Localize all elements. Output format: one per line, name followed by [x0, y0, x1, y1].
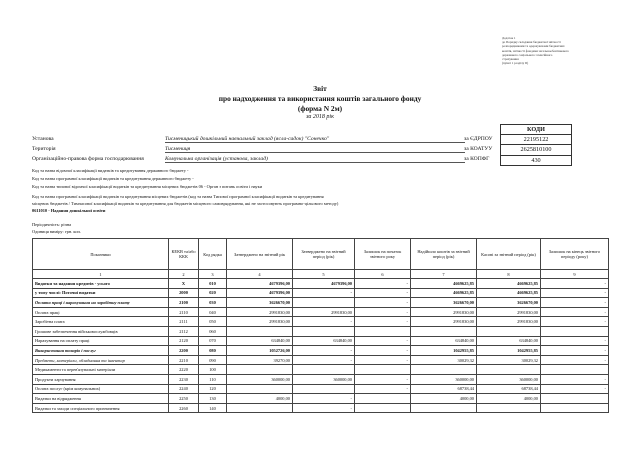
col-header: Показники [33, 239, 169, 270]
field-label-org-form: Організаційно-правова форма господарювання [32, 156, 144, 162]
row-code: 090 [199, 355, 227, 365]
row-value: - [541, 298, 609, 308]
row-value: - [355, 307, 411, 317]
note-line: коштів, звітності фондами загальнообов'язкового [502, 48, 569, 53]
codes-header: КОДИ [501, 125, 571, 135]
code-kopfg: 430 [531, 156, 541, 164]
row-value: 4679396,00 [293, 279, 355, 289]
form-reference-note [502, 36, 624, 65]
row-value: - [541, 346, 609, 356]
row-value [411, 326, 477, 336]
row-value [227, 403, 293, 413]
row-indicator: Медикаменти та перев'язувальні матеріали [33, 365, 169, 375]
col-header: Залишок на кінець звітного періоду (року) [541, 239, 609, 270]
table-row [33, 365, 609, 375]
row-value: - [355, 384, 411, 394]
code-koatuu: 2625810100 [501, 145, 571, 155]
row-value: 30029,32 [477, 355, 541, 365]
col-number: 7 [411, 270, 477, 279]
unit-of-measure: Одиниця виміру: грн. коп. [32, 229, 81, 234]
classification-line: місцевих бюджетів / Тимчасової класифікації видатків та кредитування для бюджетів місцевого самоврядування, які не застосовують програмно-цільового методу) [32, 201, 339, 206]
col-header: Код рядка [199, 239, 227, 270]
row-value: 3626670,00 [227, 298, 293, 308]
row-code: 120 [199, 384, 227, 394]
codes-box [500, 124, 572, 166]
field-label-institution: Установа [32, 136, 54, 142]
row-value [411, 365, 477, 375]
code-label-kopfg: за КОПФГ [464, 156, 490, 162]
row-value: - [355, 288, 411, 298]
program-code-line: 0611010 - Надання дошкільної освіти [32, 208, 106, 213]
row-indicator: Оплата послуг (крім комунальних) [33, 384, 169, 394]
code-label-koatuu: за КОАТУУ [464, 146, 493, 152]
row-indicator: Заробітна плата [33, 317, 169, 327]
row-code: 140 [199, 403, 227, 413]
row-value: - [293, 403, 355, 413]
row-indicator: у тому числі: Поточні видатки [33, 288, 169, 298]
col-header: Касові за звітний період (рік) [477, 239, 541, 270]
row-indicator: Предмети, матеріали, обладнання та інвентар [33, 355, 169, 365]
row-code: 020 [199, 288, 227, 298]
report-subtitle: про надходження та використання коштів загального фонду [218, 94, 422, 103]
row-value: 2991830,00 [477, 307, 541, 317]
row-value [293, 298, 355, 308]
table-row [33, 336, 609, 346]
row-value [227, 326, 293, 336]
col-header: КЕКВ та/або ККК [169, 239, 199, 270]
row-code: 060 [199, 326, 227, 336]
table-row [33, 317, 609, 327]
row-kekv: 2230 [169, 374, 199, 384]
col-header: Залишок на початок звітного року [355, 239, 411, 270]
field-value-territory: Тисмениця [165, 146, 465, 153]
col-number: 3 [199, 270, 227, 279]
row-indicator: Нарахування на оплату праці [33, 336, 169, 346]
row-code: 050 [199, 317, 227, 327]
row-indicator: Видатки та надання кредитів - усього [33, 279, 169, 289]
row-value [477, 365, 541, 375]
row-code: 010 [199, 279, 227, 289]
row-value: 634840,00 [477, 336, 541, 346]
row-value: 4669625,85 [411, 288, 477, 298]
row-kekv: 2200 [169, 346, 199, 356]
classification-line: Код та назва типової відомчої класифікації видатків та кредитування місцевих бюджетів 06 - Орган з питань освіти і науки [32, 184, 263, 189]
row-value: 68738,44 [411, 384, 477, 394]
row-value [293, 326, 355, 336]
row-value: 30029,32 [411, 355, 477, 365]
report-year: за 2018 рік [306, 114, 334, 120]
row-value [355, 394, 411, 404]
report-table [32, 238, 609, 413]
row-kekv: 2120 [169, 336, 199, 346]
row-value: 4000,00 [227, 394, 293, 404]
table-row [33, 403, 609, 413]
row-value: - [541, 307, 609, 317]
table-row [33, 279, 609, 289]
row-value: 4669625,85 [477, 279, 541, 289]
col-number: 4 [227, 270, 293, 279]
row-kekv: X [169, 279, 199, 289]
row-value: - [541, 288, 609, 298]
row-code: 030 [199, 298, 227, 308]
row-value [293, 365, 355, 375]
col-number: 2 [169, 270, 199, 279]
row-value [477, 403, 541, 413]
row-value: 1042955,85 [477, 346, 541, 356]
row-value [355, 403, 411, 413]
row-value: - [541, 355, 609, 365]
note-line: державного соціального і пенсійного [502, 52, 553, 57]
col-number: 5 [293, 270, 355, 279]
column-number-row [33, 270, 609, 279]
row-value: - [355, 279, 411, 289]
row-value: 634840,00 [227, 336, 293, 346]
row-kekv: 2240 [169, 384, 199, 394]
note-line: (пункт 1 розділу II) [502, 61, 529, 66]
row-value: 360000,00 [293, 374, 355, 384]
row-value [227, 384, 293, 394]
row-value: - [355, 355, 411, 365]
row-value: 4679396,00 [227, 288, 293, 298]
row-indicator: Видатки та заходи спеціального призначення [33, 403, 169, 413]
row-value [355, 326, 411, 336]
row-value: 1042955,85 [411, 346, 477, 356]
row-value [227, 365, 293, 375]
table-row [33, 288, 609, 298]
row-indicator: Продукти харчування [33, 374, 169, 384]
note-line: страхування [502, 57, 519, 62]
note-line: до Порядку складання бюджетної звітності [502, 40, 561, 45]
note-line: розпорядниками та одержувачами бюджетних [502, 44, 565, 49]
col-number: 9 [541, 270, 609, 279]
row-kekv: 2111 [169, 317, 199, 327]
col-number: 8 [477, 270, 541, 279]
row-kekv: 2112 [169, 326, 199, 336]
row-value: - [541, 317, 609, 327]
col-header: Затверджено на звітний період (рік) [293, 239, 355, 270]
row-value: - [355, 346, 411, 356]
row-value [355, 365, 411, 375]
row-value: - [355, 298, 411, 308]
classification-line: Код та назва відомчої класифікації видатків та кредитування державного бюджету - [32, 168, 189, 173]
row-value: 360000,00 [477, 374, 541, 384]
table-row [33, 384, 609, 394]
col-number: 1 [33, 270, 169, 279]
row-value: 360000,00 [411, 374, 477, 384]
row-value: 4679396,00 [227, 279, 293, 289]
table-row [33, 374, 609, 384]
table-row [33, 307, 609, 317]
row-value: 2991830,00 [477, 317, 541, 327]
row-value: 2991830,00 [227, 307, 293, 317]
row-indicator: Грошове забезпечення військовослужбовців [33, 326, 169, 336]
row-code: 110 [199, 374, 227, 384]
classification-line: Код та назва програмної класифікації видатків та кредитування державного бюджету - [32, 176, 194, 181]
table-row [33, 346, 609, 356]
table-row [33, 355, 609, 365]
table-row [33, 298, 609, 308]
row-value: 2991830,00 [227, 317, 293, 327]
row-value: 3626670,00 [477, 298, 541, 308]
row-value: - [293, 288, 355, 298]
field-label-territory: Територія [32, 146, 56, 152]
row-value [411, 403, 477, 413]
row-kekv: 2210 [169, 355, 199, 365]
row-value: - [293, 346, 355, 356]
report-form: (форма N 2м) [297, 104, 343, 113]
row-indicator: Видатки на відрядження [33, 394, 169, 404]
row-value: 4000,00 [411, 394, 477, 404]
row-code: 080 [199, 346, 227, 356]
row-indicator: Оплата праці і нарахування на заробітну плату [33, 298, 169, 308]
table-row [33, 394, 609, 404]
col-header: Надійшло коштів за звітний період (рік) [411, 239, 477, 270]
row-value: 68738,44 [477, 384, 541, 394]
row-value: - [541, 374, 609, 384]
col-header: Затверджено на звітний рік [227, 239, 293, 270]
row-code: 130 [199, 394, 227, 404]
note-line: Додаток 1 [502, 36, 516, 40]
row-value: 634840,00 [293, 336, 355, 346]
row-value: - [541, 336, 609, 346]
row-value: 39270,00 [227, 355, 293, 365]
row-value: 2991830,00 [411, 307, 477, 317]
row-value: 1052726,00 [227, 346, 293, 356]
col-number: 6 [355, 270, 411, 279]
code-label-edrpou: за ЄДРПОУ [464, 136, 493, 142]
row-value [541, 326, 609, 336]
row-indicator: Використання товарів і послуг [33, 346, 169, 356]
classification-line: Код та назва програмної класифікації видатків та кредитування місцевих бюджетів (код та назва Типової програмної класифікації видатків та кредитування [32, 194, 324, 199]
row-code: 070 [199, 336, 227, 346]
row-value [541, 394, 609, 404]
row-value: 2991830,00 [293, 307, 355, 317]
row-value: - [355, 317, 411, 327]
row-value: 3626670,00 [411, 298, 477, 308]
row-value: 360000,00 [227, 374, 293, 384]
row-kekv: 2250 [169, 394, 199, 404]
row-value: - [541, 384, 609, 394]
field-value-institution: Тисменицький дошкільний навчальний заклад (ясла-садок) "Сонечко" [165, 136, 465, 143]
row-value: - [293, 317, 355, 327]
code-edrpou: 22195122 [501, 135, 571, 145]
table-row [33, 326, 609, 336]
row-kekv: 2100 [169, 298, 199, 308]
row-code: 040 [199, 307, 227, 317]
row-value: - [541, 279, 609, 289]
report-title: Звіт [313, 84, 327, 93]
row-value [477, 326, 541, 336]
row-value: - [355, 336, 411, 346]
row-kekv: 2220 [169, 365, 199, 375]
table-header-row [33, 239, 609, 270]
row-kekv: 2110 [169, 307, 199, 317]
row-value: 634840,00 [411, 336, 477, 346]
row-value [293, 384, 355, 394]
row-indicator: Оплата праці [33, 307, 169, 317]
row-kekv: 2260 [169, 403, 199, 413]
row-kekv: 2000 [169, 288, 199, 298]
row-value: - [355, 374, 411, 384]
row-code: 100 [199, 365, 227, 375]
periodicity: Періодичність: річна [32, 222, 72, 227]
row-value [541, 403, 609, 413]
row-value: 4000,00 [477, 394, 541, 404]
row-value: 2991830,00 [411, 317, 477, 327]
row-value: 4669625,85 [477, 288, 541, 298]
row-value: - [293, 394, 355, 404]
row-value: 4669625,85 [411, 279, 477, 289]
row-value [541, 365, 609, 375]
field-value-org-form: Комунальна організація (установа, заклад) [165, 156, 465, 163]
row-value: - [293, 355, 355, 365]
